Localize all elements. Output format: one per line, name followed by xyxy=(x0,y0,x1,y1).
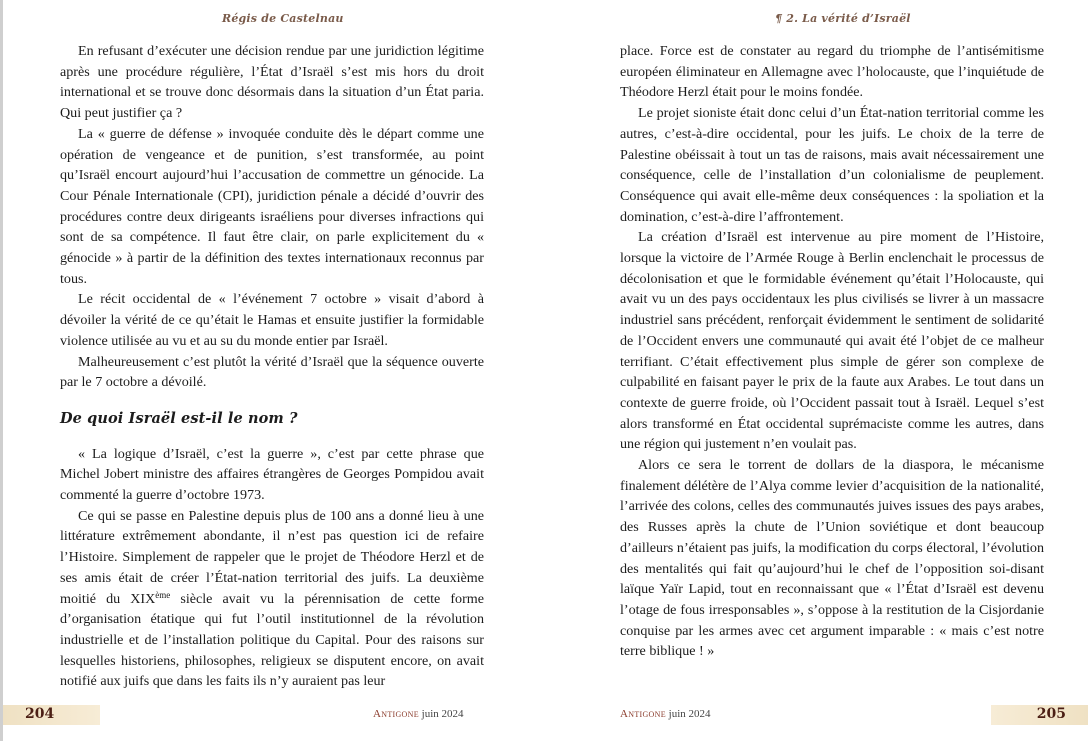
left-page-body xyxy=(60,41,484,692)
paragraph: En refusant d’exécuter une décision rendue par une juridiction légitime après une procédure régulière, l’État d’Israël s’est mis hors du droit international et se trouve donc désormais dans la situation d’un État paria. Qui peut justifier ça ? xyxy=(60,43,484,122)
journal-credit xyxy=(373,708,464,720)
superscript: ème xyxy=(155,589,171,600)
paragraph: Le projet sioniste était donc celui d’un État-nation territorial comme les autres, c’est-à-dire occidental, pour les juifs. Le choix de la terre de Palestine obéissait à tout un tas de raisons, mais avait nécessairement une conséquence, celle de l’installation d’un colonialisme de peuplement. Conséquence qui avait elle-même deux conséquences : la spoliation et la domination, c’est-à-dire l’affrontement. xyxy=(620,105,1044,225)
paragraph-text: siècle avait vu la pérennisation de cette forme d’organisation étatique qui fut l’outil institutionnel de la révolution industrielle et de l’installation politique du Capital. Pour des raisons sur lesquelles historiens, philosophes, religieux se disputent encore, on avait notifié aux juifs que dans les faits ils n’y auraient pas leur xyxy=(60,590,484,690)
paragraph: Le récit occidental de « l’événement 7 octobre » visait d’abord à dévoiler la vérité de ce qu’était le Hamas et ensuite justifier la formidable violence utilisée au vu et au su du monde entier par Israël. xyxy=(60,291,484,349)
running-head-author: Régis de Castelnau xyxy=(222,12,344,25)
paragraph xyxy=(60,506,484,692)
running-head-chapter: ¶ 2. La vérité d’Israël xyxy=(775,12,911,25)
paragraph: Alors ce sera le torrent de dollars de la diaspora, le mécanisme finalement délétère de l’Alya comme levier d’acquisition de la nationalité, l’arrivée des colons, celles des communautés juives issues des pays arabes, des Russes après la chute de l’Union soviétique et dont beaucoup d’ailleurs n’étaient pas juifs, la modification du corps électoral, l’évolution des mentalités qui fait qu’aujourd’hui le chef de l’opposition soi-disant laïque Yaïr Lapid, tout en reconnaissant que « l’État d’Israël est devenu l’otage de fous irresponsables », s’oppose à la restitution de la Cisjordanie conquise par les armes avec cet argument imparable : « mais c’est notre terre biblique ! » xyxy=(620,457,1044,660)
right-page xyxy=(544,0,1088,741)
issue-date: juin 2024 xyxy=(421,708,464,720)
left-page-footer xyxy=(3,705,547,725)
right-page-body xyxy=(620,41,1044,662)
journal-name: Antigone xyxy=(620,708,666,720)
paragraph: La « guerre de défense » invoquée conduite dès le départ comme une opération de vengeance et de punition, s’est transformée, au point qu’Israël encourt aujourd’hui l’accusation de commettre un génocide. La Cour Pénale Internationale (CPI), juridiction pénale a décidé d’ouvrir des procédures contre deux dirigeants israéliens pour diverses infractions qui sont de sa compétence. Il faut être clair, on parle explicitement du « génocide » à partir de la définition des textes internationaux reconnus par tous. xyxy=(60,125,484,287)
section-heading: De quoi Israël est-il le nom ? xyxy=(60,409,298,427)
paragraph: La création d’Israël est intervenue au pire moment de l’Histoire, lorsque la victoire de l’Armée Rouge à Berlin enclenchait le processus de décolonisation et que le formidable événement qu’était l’Holocauste, qui avait vu un des pays occidentaux les plus civilisés se livrer à un massacre industriel sans précédent, renforçait évidemment le sentiment de solidarité de l’Occident envers une communauté qui avait été l’objet de ce malheur terrifiant. C’était effectivement plus simple de gérer son complexe de culpabilité en faisant payer le prix de la faute aux Arabes. Le tout dans un contexte de guerre froide, où l’Occident passait tout à Israël. Lequel s’est alors transformé en État occidental suprémaciste comme les autres, dans une région qui justement n’en voulait pas. xyxy=(620,229,1044,453)
right-page-footer xyxy=(544,705,1088,725)
paragraph-text: Ce qui se passe en Palestine depuis plus de 100 ans a donné lieu à une littérature extrêmement abondante, il n’est pas question ici de refaire l’Histoire. Simplement de rappeler que le projet de Théodore Herzl et de ses amis était de créer l’État-nation territorial des juifs. La deuxième moitié du XIX xyxy=(60,507,484,607)
page-number: 204 xyxy=(25,706,55,722)
paragraph: Malheureusement c’est plutôt la vérité d’Israël que la séquence ouverte par le 7 octobre a dévoilé. xyxy=(60,353,484,391)
paragraph: « La logique d’Israël, c’est la guerre », c’est par cette phrase que Michel Jobert ministre des affaires étrangères de Georges Pompidou avait commenté la guerre d’octobre 1973. xyxy=(60,445,484,504)
journal-credit xyxy=(620,708,711,720)
page-number: 205 xyxy=(1036,706,1066,722)
paragraph-continuation: place. Force est de constater au regard du triomphe de l’antisémitisme européen éliminateur en Allemagne avec l’holocauste, que l’inquiétude de Théodore Herzl était pour le moins fondée. xyxy=(620,43,1044,101)
journal-name: Antigone xyxy=(373,708,419,720)
issue-date: juin 2024 xyxy=(668,708,711,720)
